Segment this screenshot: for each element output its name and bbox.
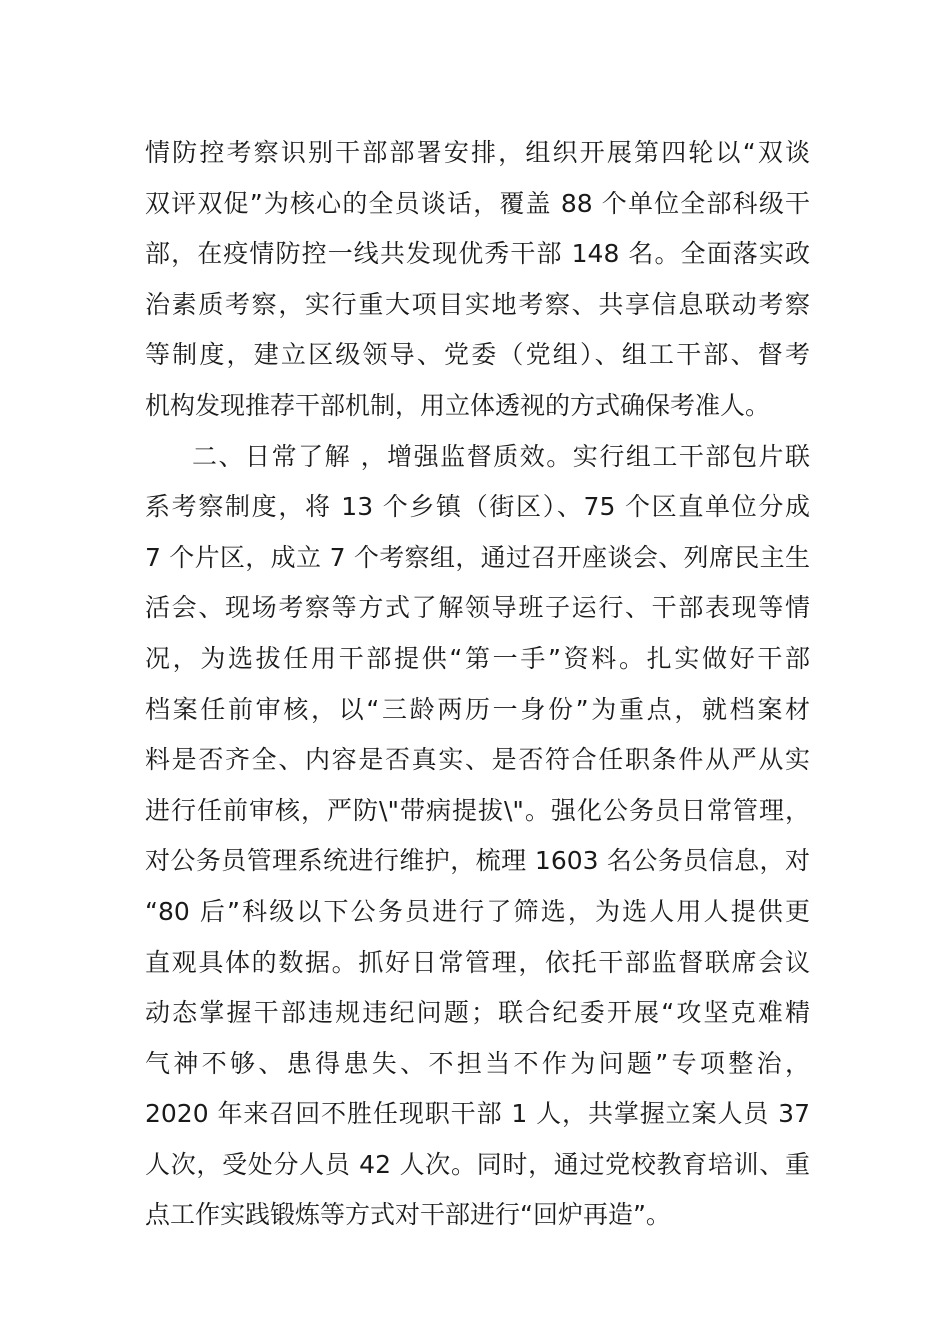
text-line: 活会、现场考察等方式了解领导班子运行、干部表现等情 [145,593,810,623]
text-line: 等制度，建立区级领导、党委（党组）、组工干部、督考 [145,340,810,370]
text-line: 2020 年来召回不胜任现职干部 1 人，共掌握立案人员 37 [145,1099,810,1129]
text-line: 直观具体的数据。抓好日常管理，依托干部监督联席会议 [145,947,810,977]
text-line: 情防控考察识别干部部署安排，组织开展第四轮以“双谈 [145,138,810,167]
text-line: 点工作实践锻炼等方式对干部进行“回炉再造”。 [145,1200,671,1230]
text-line: 料是否齐全、内容是否真实、是否符合任职条件从严从实 [145,745,810,775]
text-line: 况，为选拔任用干部提供“第一手”资料。扎实做好干部 [145,643,810,673]
text-line: 对公务员管理系统进行维护，梳理 1603 名公务员信息，对 [145,846,810,876]
text-line: 双评双促”为核心的全员谈话，覆盖 88 个单位全部科级干 [145,188,810,218]
text-line: 气神不够、患得患失、不担当不作为问题”专项整治， [145,1048,810,1078]
text-line: “80 后”科级以下公务员进行了筛选，为选人用人提供更 [145,896,810,926]
text-line: 机构发现推荐干部机制，用立体透视的方式确保考准人。 [145,390,771,420]
text-line: 治素质考察，实行重大项目实地考察、共享信息联动考察 [145,289,810,319]
text-line: 部，在疫情防控一线共发现优秀干部 148 名。全面落实政 [145,239,810,269]
text-line: 档案任前审核，以“三龄两历一身份”为重点，就档案材 [145,694,810,724]
text-line: 进行任前审核，严防\"带病提拔\"。强化公务员日常管理， [145,795,810,825]
text-line: 二、日常了解 ，增强监督质效。实行组工干部包片联 [192,441,810,471]
text-line: 人次，受处分人员 42 人次。同时，通过党校教育培训、重 [145,1149,810,1179]
body-text [145,128,810,1241]
text-line: 7 个片区，成立 7 个考察组，通过召开座谈会、列席民主生 [145,542,810,572]
text-line: 系考察制度，将 13 个乡镇（街区）、75 个区直单位分成 [145,492,810,522]
text-line: 动态掌握干部违规违纪问题；联合纪委开展“攻坚克难精 [145,998,810,1028]
